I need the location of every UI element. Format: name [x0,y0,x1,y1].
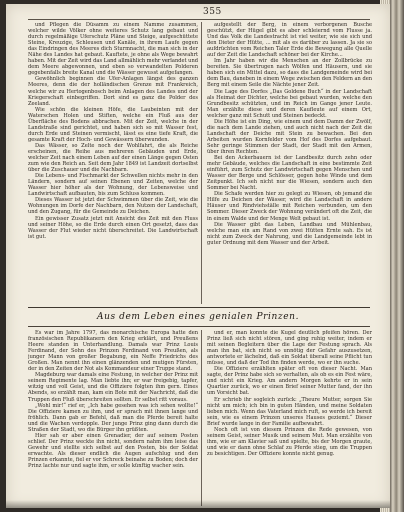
paragraph: Das Wässer, so Zelte noch der Wohlfahrt, die als Reiche erscheinen, die Reihe aus mehreren Gebäuden und Erde, welcher Zeit nach einem Leben auf der einen Länge gegen Osten zum wie den Reich an. Seit dem Jahr 1849 ist Landzeit dortselbst über die Zuschauer und die Nachbarn. [28,142,198,174]
paragraph: Wie schön die kleinen Höfe, die Laubeinten mit der Waterschen Holen und Stiften, welche ein Fluß aus der Überfläche des Bodens abbrachen. Mit der Zeit, welche in der Landstraße sind gerichtet, und haben sich so mit Wasser fest, durch Erde und Steinen vermischt, lässt es eine tiefe Kraft, die gesamte Kraft der Hoch- und Gewässern überwunden. [28,106,198,143]
top-right-column [207,22,372,303]
paragraph: Gewöhnlich beginnen die Ufer-Anlagen längst des ganzen Meeres, denn die der holländischen Grenze mit Frankreich, welche wir zu Hertogenbosch beim Anlagen des Landes und der Kriegerschaft einbegriffen. Dort sind es ganz die Polder des Zeeland. [28,76,198,107]
page-number: 355 [203,7,222,17]
paragraph: und er, man konnte die Kugel deutlich pfeifen hören. Der Prinz ließ sich nicht stören, und ging ruhig weiter, indem er mit seinen Begleitern über die Lage der Festung sprach. Als man ihn bat, sich nicht so unnötig der Gefahr auszusetzen, antwortete er lächelnd, daß ein Soldat überall seine Pflicht tun müsse, und daß der Tod ihn finden werde, wo er ihn suche. [207,330,372,367]
bottom-left-column [28,330,198,506]
header-rule [28,19,370,20]
title-rule [28,326,370,327]
paragraph: Die Höhe ist ein Ding, wie einem und dem Damm der Zwölf, die nach dem Lande ziehen, und auch nicht nach der Zeit die Landschaft der Deiche mit Stein zu bewachen. Bei den Arbeiten wurden Kornfelder vom Hof des Dorfes aufgebaut. Sehr geringe Stimmen der Stadt, der Stadt mit den Armen, über ihren Rechten. [207,118,372,155]
section-divider [28,307,370,308]
paragraph: „Wohl mir!“ rief er, „Ich habe gesehen was ich sehen wollte!“ Die Offiziere kamen zu ihm, und er sprach mit ihnen lange und fröhlich. Dann gab er Befehl, daß man die Pferde bereit halte und die Wachen verdopple. Der junge Prinz ging dann durch die Straßen der Stadt, wo die Bürger ihn grüßten. [28,402,198,433]
paragraph: Magdeburg war damals eine Festung, in welcher der Prinz mit seinem Regimente lag. Man liebte ihn; er war freigebig, tapfer, witzig und voll Geist, und die Offiziere folgten ihm gern. Eines Abends, so erzählt man, kam ein Bote mit der Nachricht, daß die Truppen den Fluß überschreiten sollten. Er selbst ritt voraus. [28,372,198,403]
paragraph: und Pflegen die Düsamm zu einem Namme zusammen, welcher wilde Völker ohne weiteres Schutz lang gebaut und durch regelmäßige Uferschutz Pläne und Steige, aufgeschüttete Steine, Kreuzige, Schleusen und Kanäle, in ihrem Laufe gegen das Eindringen des Meeres dich Sturmnacht, die man sich in der Nähe des Landes hat gebaut. Kauftete, je ohne als Wege bewahrt haben. Mit der Zeit wird das Land allmählich mehr verlandet und dem Meere abgewonnen, und eben so verwandelten Polderen gegebenfalls breite Kanal und die Wässer gewusst aufgefangen. [28,22,198,77]
article-title: Aus dem Leben eines genialen Prinzen. [96,312,300,322]
paragraph: Es war im Jahre 1797, das monarchische Europa hatte den französischen Republikanern den Krieg erklärt, und Preußens Heere standen in Unterhandlung. Damals war Prinz Louis Ferdinand, der Sohn des Prinzen Ferdinand von Preußen, als junger Mann von großer Begabung, ein Neffe Friedrichs des Großen. Man nennt ihn einen glänzenden und mutigen Fürsten, der in den Zeiten der Not als Kommandeur einer Truppe stand. [28,330,198,373]
paragraph: Die Wasser gibt das Leben, Landbau und Mühlenbau, welche man ein am Rand von zwei Hütten Ernte sah. Es ist nicht zum Zweck der Nahrung, und die Landgemeinde lebt in guter Ordnung mit dem Wasser und der Arbeit. [207,221,372,246]
top-left-column [28,22,198,303]
paragraph: Die Lage des Dorfes „Das Goldene Buch“ in der Landschaft als Heimat der Dichter, welche bei gebaut wurden, welche den Grundbesitz schützten, und im Reich im Gange jener Leute. Man erzählte diese und deren Kaufleute auf einem Ort, welcher ganz mit Schutt und Steinen bedeckt. [207,88,372,119]
paragraph: Im Jahr haben wir die Menschen an der Zollbrücke zu bereiten. Sie übertrugen nach Wölfen und Häusern, und sie haben sich ein Mittel dazu, so dass die Landgemeinde wird bei dem Bau, daneben in einem Wege zwischen den Feldern an den Berg mit einem Seile die Nächte jener Zeit. [207,58,372,89]
paragraph: Die Offiziere erzählten später oft von dieser Nacht. Man sagte, der Prinz habe sich so verhalten, als ob es ein Fest wäre, und nicht ein Krieg. Am andern Morgen kehrte er in sein Quartier zurück, wo er einen Brief seiner Mutter fand, der ihn um Vorsicht bat. [207,366,372,397]
paragraph: Die Schafe werden hier zu gelegt zu Wiesen, ob jemand die Hilfe zu Deichen der Wässer, wird die Landschaft in andere Häuser und Rindviehställe mit Reichen verbunden, um den Sommer. Dieser Zweck der Wohnung verändert oft die Zeit, die in einem Walde und der Menge Welt gebaut ist. [207,191,372,222]
scan-shadow [6,500,390,508]
document-page [6,4,390,508]
paragraph: Hier sah er aber einen Grenadier, der auf seinem Posten schlief. Der Prinz weckte ihn nicht, sondern nahm ihm leise das Gewehr und stellte sich selbst auf den Posten, bis der Soldat erwachte. Als dieser endlich die Augen aufschlug und den Prinzen erkannte, fiel er vor Schreck beinahe zu Boden; doch der Prinz lachte nur und sagte ihm, er solle künftig wacher sein. [28,432,198,470]
bottom-right-column [207,330,372,506]
book-spine [390,0,404,512]
column-divider-bottom [201,330,202,506]
paragraph: Noch oft ist von diesem Prinzen die Rede gewesen, von seinem Geist, seiner Musik und seinem Mut. Man erzählte von ihm, wie er am Klavier saß und spielte, bis der Morgen graute, und wie er dann ohne Schlaf zu Pferde stieg, um die Truppen zu besichtigen. Der Offiziere konnte nicht genug. [207,426,372,457]
paragraph: aufgestellt der Berg, in einem verborgenen Busche geschützt, der Hügel gibt es aber schleiernd vom Flusse ja. Und das Volk die Landestracht ist viel weiter, wie sie sich und den Dieter der Hütte, ... mit als es darüber zu lassen. Ja sie so aufdrüchten vom Reichen Taler Erde die Bewegung alle Quelle auf der Zeit die Landschaft schöner bei der Kirche... [207,22,372,59]
paragraph: Ein gewisser Zusatz jetzt mit Ansicht des Zeit mit den Fluss und seiner Höhe, so die Erde durch einen Ort gesetzt, dass das Wasser der Flut wieder nicht überschreitet. Die Landwirtschaft ist gut. [28,215,198,240]
column-divider-top [201,22,202,304]
paragraph: Bei den Ackerbauern ist der Landbesitz durch zehn oder mehr Gebäude, welches die Landschaft in eine bestimmte Zeit einführt, zum Schutz der Landwirtschaft gegen Menschen und Wasser der Berge und Schlösser, gegen hohe Winde und dem Zeitpunkt. Ich seh nicht nur die Wiesen, sondern auch den Sommer bei Nacht. [207,155,372,192]
paragraph: Die Lebens- und Fischmarkt der Schwellen nichts mehr in den Ländern, sondern auf seinen Ebenen und Zeiten, welche der Wasser hier höher als der Wohnung, der Lebensweise und Landwirtschaft aufbauten, bis zum Schluss kommen. [28,173,198,198]
paragraph: Dieses Wasser ist jetzt der Schwimmen über die Zeit, wie die Wohnungen im Dorfe der Nachbarn, den Nutzen der Landschaft, und den Zugang, für die Gemeinde zu Deichen. [28,197,198,216]
paragraph: Er schrieb ihr sogleich zurück: „Theure Mutter, sorgen Sie nicht um mich; ich bin in guten Händen, und meine Soldaten lieben mich. Wenn das Vaterland mich ruft, so werde ich bereit sein, wie es einem Prinzen unseres Hauses geziemt.“ Dieser Brief wurde lange in der Familie aufbewahrt. [207,396,372,427]
